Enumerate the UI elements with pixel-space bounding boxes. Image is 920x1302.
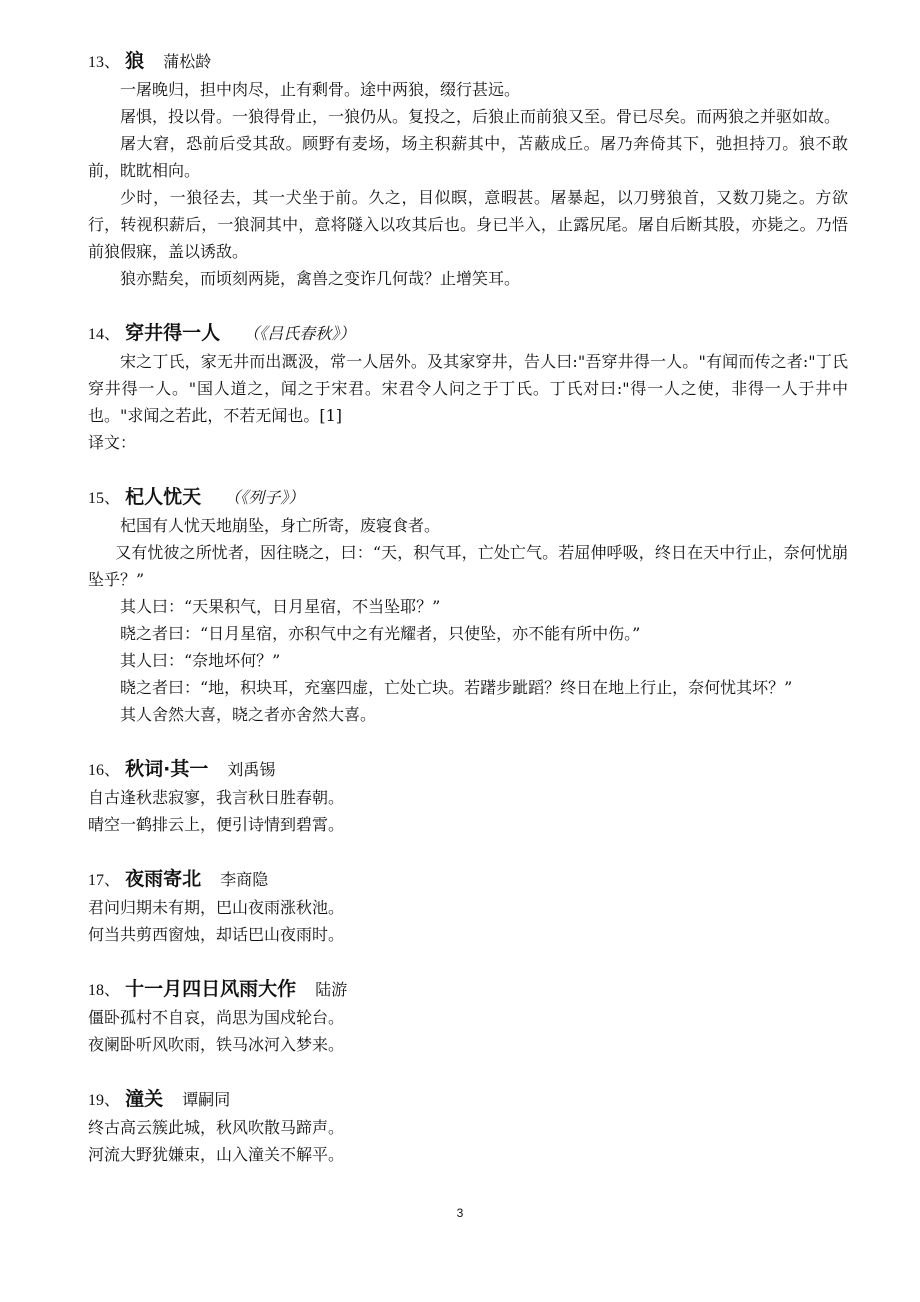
poem-line: 终古高云簇此城，秋风吹散马蹄声。 xyxy=(88,1118,345,1137)
section-heading xyxy=(88,1084,848,1114)
source-citation: （《吕氏春秋》） xyxy=(243,324,356,343)
section-title: 夜雨寄北 xyxy=(125,868,202,890)
section-title: 狼 xyxy=(125,50,145,72)
section-heading xyxy=(88,46,848,76)
section-title: 杞人忧天 xyxy=(125,486,202,508)
author-name: 谭嗣同 xyxy=(182,1090,231,1109)
source-citation: （《列子》） xyxy=(224,488,305,507)
paragraph: 宋之丁氏，家无井而出溉汲，常一人居外。及其家穿井，告人曰:"吾穿井得一人。"有闻而传之者:"丁氏穿井得一人。"国人道之，闻之于宋君。宋君令人问之于丁氏。丁氏对曰:"得一人之使，非得一人于井中也。"求闻之若此，不若无闻也。[1] xyxy=(88,352,848,425)
section-number: 15、 xyxy=(88,490,121,507)
paragraph: 少时，一狼径去，其一犬坐于前。久之，目似瞑，意暇甚。屠暴起，以刀劈狼首，又数刀毙之。方欲行，转视积薪后，一狼洞其中，意将隧入以攻其后也。身已半入，止露尻尾。屠自后断其股，亦毙之。乃悟前狼假寐，盖以诱敌。 xyxy=(88,188,848,261)
section-17 xyxy=(88,864,848,948)
paragraph: 其人曰：“奈地坏何？” xyxy=(120,651,281,670)
section-18 xyxy=(88,974,848,1058)
poem-line: 河流大野犹嫌束，山入潼关不解平。 xyxy=(88,1145,345,1164)
paragraph: 晓之者曰：“日月星宿，亦积气中之有光耀者，只使坠，亦不能有所中伤。” xyxy=(120,624,641,643)
section-heading xyxy=(88,482,848,512)
poem-line: 自古逢秋悲寂寥，我言秋日胜春朝。 xyxy=(88,788,345,807)
paragraph: 屠大窘，恐前后受其敌。顾野有麦场，场主积薪其中，苫蔽成丘。屠乃奔倚其下，弛担持刀。狼不敢前，眈眈相向。 xyxy=(88,134,848,180)
section-heading xyxy=(88,864,848,894)
page-number: 3 xyxy=(456,1206,464,1220)
section-title: 秋词·其一 xyxy=(125,758,209,780)
paragraph: 晓之者曰：“地，积块耳，充塞四虚，亡处亡块。若躇步跐蹈？终日在地上行止，奈何忧其坏？” xyxy=(120,678,793,697)
translation-label: 译文： xyxy=(88,433,137,452)
section-number: 13、 xyxy=(88,54,121,71)
poem-line: 何当共剪西窗烛，却话巴山夜雨时。 xyxy=(88,925,345,944)
paragraph: 其人曰：“天果积气，日月星宿，不当坠耶？” xyxy=(120,597,441,616)
author-name: 蒲松龄 xyxy=(163,52,212,71)
poem-line: 僵卧孤村不自哀，尚思为国戍轮台。 xyxy=(88,1008,345,1027)
paragraph: 其人舍然大喜，晓之者亦舍然大喜。 xyxy=(120,705,377,724)
paragraph: 一屠晚归，担中肉尽，止有剩骨。途中两狼，缀行甚远。 xyxy=(120,80,521,99)
section-title: 潼关 xyxy=(125,1088,164,1110)
section-13 xyxy=(88,46,848,292)
section-number: 16、 xyxy=(88,762,121,779)
section-14 xyxy=(88,318,848,456)
paragraph: 狼亦黠矣，而顷刻两毙，禽兽之变诈几何哉？止增笑耳。 xyxy=(120,269,521,288)
paragraph: 屠惧，投以骨。一狼得骨止，一狼仍从。复投之，后狼止而前狼又至。骨已尽矣。而两狼之并驱如故。 xyxy=(120,107,841,126)
section-title: 十一月四日风雨大作 xyxy=(125,978,297,1000)
section-heading xyxy=(88,974,848,1004)
poem-line: 晴空一鹤排云上，便引诗情到碧霄。 xyxy=(88,815,345,834)
section-heading xyxy=(88,754,848,784)
poem-line: 夜阑卧听风吹雨，铁马冰河入梦来。 xyxy=(88,1035,345,1054)
document-page xyxy=(88,46,848,1194)
section-number: 18、 xyxy=(88,982,121,999)
author-name: 陆游 xyxy=(315,980,348,999)
author-name: 李商隐 xyxy=(220,870,269,889)
section-title: 穿井得一人 xyxy=(125,322,221,344)
section-15 xyxy=(88,482,848,728)
section-16 xyxy=(88,754,848,838)
author-name: 刘禹锡 xyxy=(227,760,276,779)
section-number: 19、 xyxy=(88,1092,121,1109)
poem-line: 君问归期未有期，巴山夜雨涨秋池。 xyxy=(88,898,345,917)
paragraph: 杞国有人忧天地崩坠，身亡所寄，废寝食者。 xyxy=(120,516,441,535)
paragraph: 又有忧彼之所忧者，因往晓之，曰：“天，积气耳，亡处亡气。若屈伸呼吸，终日在天中行止，奈何忧崩坠乎？” xyxy=(88,543,848,589)
section-number: 17、 xyxy=(88,872,121,889)
section-number: 14、 xyxy=(88,326,121,343)
section-19 xyxy=(88,1084,848,1168)
section-heading xyxy=(88,318,848,348)
